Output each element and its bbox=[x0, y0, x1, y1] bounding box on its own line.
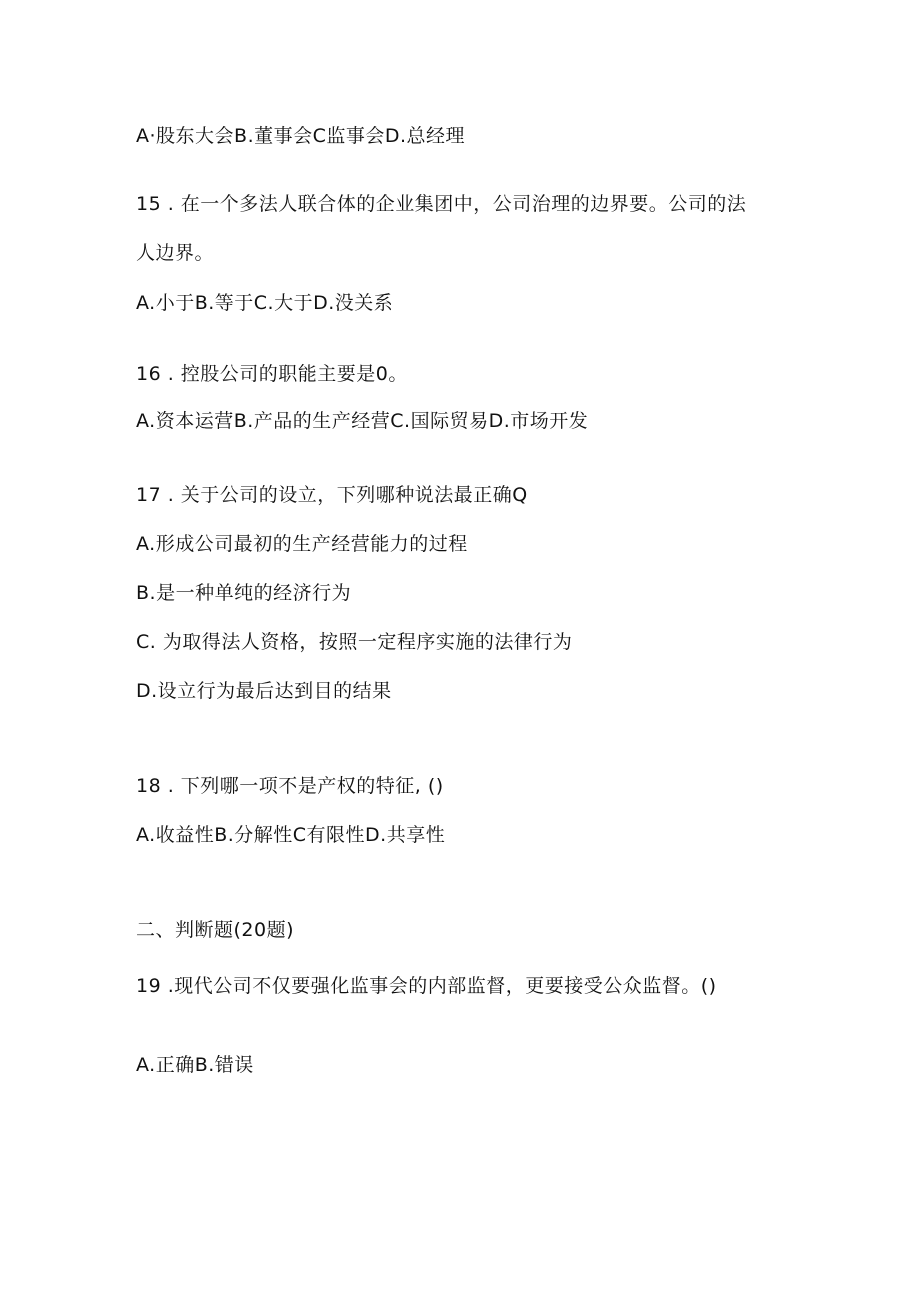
q14-options: A·股东大会B.董事会C监事会D.总经理 bbox=[136, 125, 466, 147]
q18-text: 18 . 下列哪一项不是产权的特征, () bbox=[136, 775, 444, 797]
q17-option-a: A.形成公司最初的生产经营能力的过程 bbox=[136, 533, 468, 555]
section-heading: 二、判断题(20题) bbox=[136, 919, 295, 941]
q17-option-b: B.是一种单纯的经济行为 bbox=[136, 582, 352, 604]
q19-options: A.正确B.错误 bbox=[136, 1054, 254, 1076]
q18-options: A.收益性B.分解性C有限性D.共享性 bbox=[136, 824, 446, 846]
q16-options: A.资本运营B.产品的生产经营C.国际贸易D.市场开发 bbox=[136, 410, 589, 432]
q17-text: 17 . 关于公司的设立，下列哪种说法最正确Q bbox=[136, 484, 528, 506]
q15-text-line2: 人边界。 bbox=[136, 242, 215, 264]
q17-option-d: D.设立行为最后达到目的结果 bbox=[136, 680, 392, 702]
q16-text: 16 . 控股公司的职能主要是0。 bbox=[136, 363, 408, 385]
q15-text-line1: 15 . 在一个多法人联合体的企业集团中，公司治理的边界要。公司的法 bbox=[136, 193, 747, 215]
q17-option-c: C. 为取得法人资格，按照一定程序实施的法律行为 bbox=[136, 631, 573, 653]
q19-text: 19 .现代公司不仅要强化监事会的内部监督，更要接受公众监督。() bbox=[136, 975, 717, 997]
q15-options: A.小于B.等于C.大于D.没关系 bbox=[136, 292, 394, 314]
